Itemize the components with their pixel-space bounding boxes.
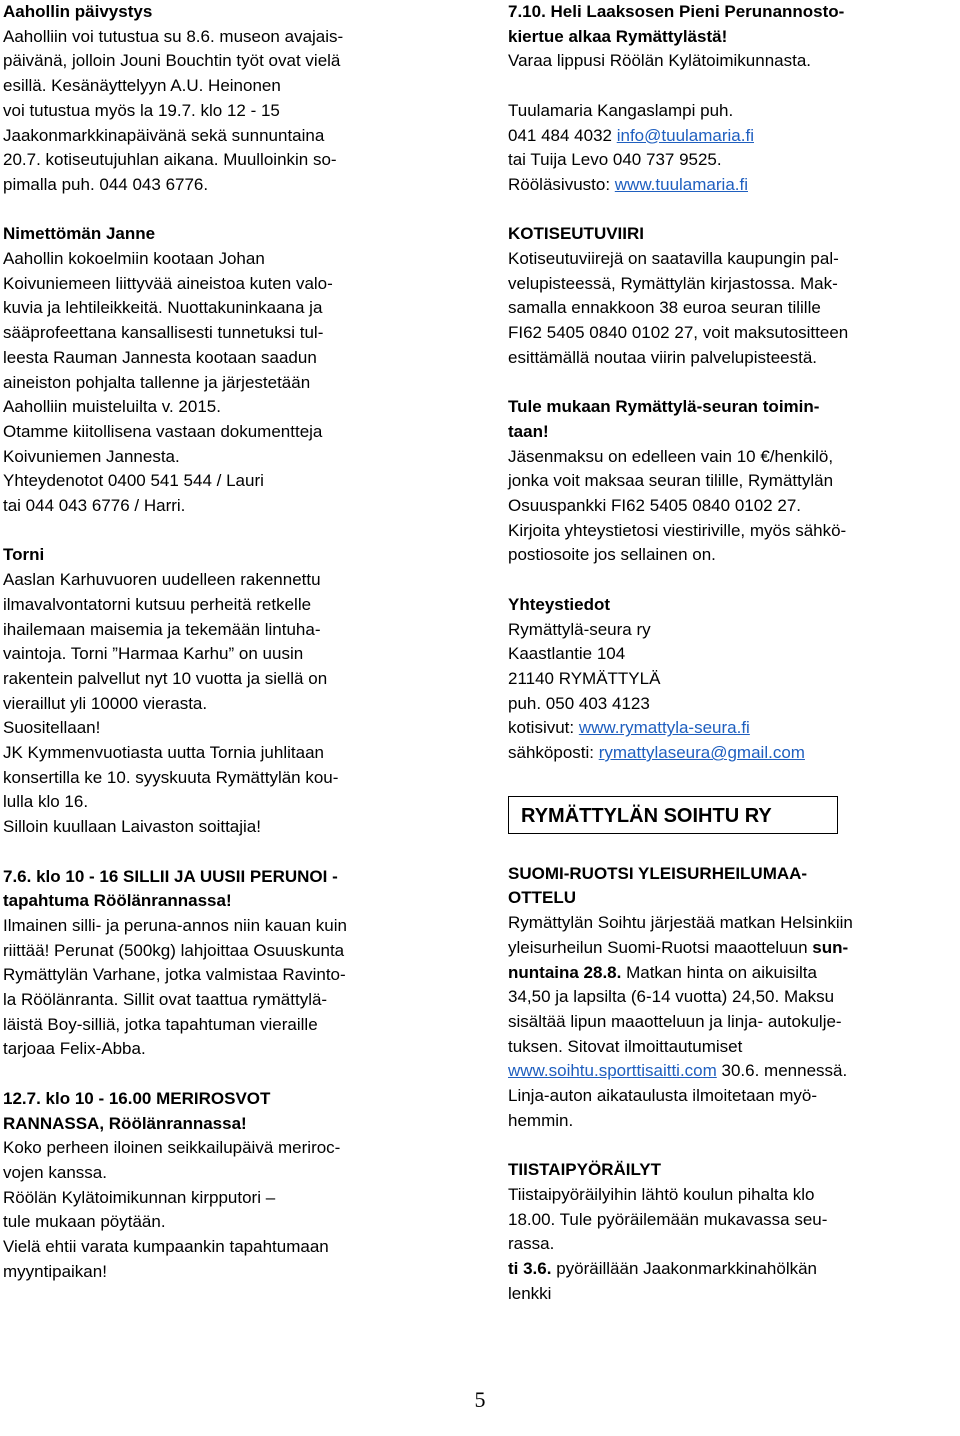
tiistaipyorailyt-text: pyöräillään Jaakonmarkkinahölkän	[551, 1258, 818, 1278]
silli-perunoi-line: tarjoaa Felix-Abba.	[3, 1039, 146, 1059]
tiistaipyorailyt-date-line	[508, 1257, 948, 1282]
page-number: 5	[474, 1387, 486, 1412]
yleisurheilu-text: yleisurheilun Suomi-Ruotsi maaotteluun	[508, 937, 813, 957]
kotiseutuviiri-line: esittämällä noutaa viirin palvelupisteestä.	[508, 347, 818, 367]
yhteystiedot-line: Rymättylä-seura ry	[508, 619, 651, 639]
email-label: sähköposti:	[508, 743, 599, 763]
merirosvot-line: vojen kanssa.	[3, 1162, 107, 1182]
tule-mukaan-line: Kirjoita yhteystietosi viestiriville, myös sähkö-	[508, 520, 847, 540]
silli-perunoi-line: riittää! Perunat (500kg) lahjoittaa Osuuskunta	[3, 940, 345, 960]
nimettoman-janne-line: Otamme kiitollisena vastaan dokumentteja	[3, 421, 323, 441]
contact-phone-line	[508, 124, 948, 149]
yleisurheilu-text: Matkan hinta on aikuisilta	[621, 962, 817, 982]
yleisurheilu-line: tuksen. Sitovat ilmoittautumiset	[508, 1036, 743, 1056]
yleisurheilu-title-2: OTTELU	[508, 888, 576, 908]
section-tiistaipyorailyt	[508, 1158, 948, 1306]
contact-phone: 041 484 4032	[508, 125, 617, 145]
section-kotiseutuviiri	[508, 222, 948, 370]
torni-line: Suositellaan!	[3, 718, 101, 738]
nimettoman-janne-line: leesta Rauman Jannesta kootaan saadun	[3, 347, 317, 367]
silli-perunoi-line: Ilmainen silli- ja peruna-annos niin kauan kuin	[3, 915, 347, 935]
torni-line: vaintoja. Torni ”Harmaa Karhu” on uusin	[3, 644, 304, 664]
nimettoman-janne-line: Koivuniemen Jannesta.	[3, 446, 180, 466]
section-yhteystiedot	[508, 593, 948, 766]
nimettoman-janne-title: Nimettömän Janne	[3, 224, 156, 244]
silli-perunoi-line: la Röölänranta. Sillit ovat taattua rymättylä-	[3, 990, 328, 1010]
tiistaipyorailyt-line: lenkki	[508, 1283, 552, 1303]
tiistaipyorailyt-title: TIISTAIPYÖRÄILYT	[508, 1160, 662, 1180]
yleisurheilu-line-2	[508, 936, 948, 961]
kotiseutuviiri-line: velupisteessä, Rymättylän kirjastossa. Mak-	[508, 273, 838, 293]
tule-mukaan-line: postiosoite jos sellainen on.	[508, 545, 716, 565]
nimettoman-janne-line: Yhteydenotot 0400 541 544 / Lauri	[3, 471, 264, 491]
torni-line: Silloin kuullaan Laivaston soittajia!	[3, 817, 261, 837]
nimettoman-janne-line: Koivuniemeen liittyvää aineistoa kuten valo-	[3, 273, 333, 293]
nimettoman-janne-line: tai 044 043 6776 / Harri.	[3, 496, 186, 516]
aahollin-paivystys-line: 20.7. kotiseutujuhlan aikana. Muulloinkin so-	[3, 150, 337, 170]
section-silli-perunoi	[3, 865, 443, 1063]
tule-mukaan-title-1: Tule mukaan Rymättylä-seuran toimin-	[508, 397, 820, 417]
merirosvot-line: Röölän Kylätoimikunnan kirpputori –	[3, 1187, 276, 1207]
torni-line: konsertilla ke 10. syyskuuta Rymättylän kou-	[3, 767, 339, 787]
email-link[interactable]: info@tuulamaria.fi	[616, 125, 754, 145]
torni-line: rakentein palvellut nyt 10 vuotta ja siellä on	[3, 668, 328, 688]
yleisurheilu-line-3	[508, 961, 948, 986]
yleisurheilu-line: Linja-auton aikataulusta ilmoitetaan myö-	[508, 1086, 818, 1106]
perunannosto-text: Varaa lippusi Röölän Kylätoimikunnasta.	[508, 51, 812, 71]
yhteystiedot-line: puh. 050 403 4123	[508, 693, 650, 713]
section-perunannosto	[508, 0, 948, 198]
right-column	[508, 0, 948, 1306]
torni-title: Torni	[3, 545, 45, 565]
site-link[interactable]: www.tuulamaria.fi	[614, 174, 748, 194]
aahollin-paivystys-line: päivänä, jolloin Jouni Bouchtin työt ovat vielä	[3, 51, 341, 71]
yleisurheilu-line: 34,50 ja lapsilta (6-14 vuotta) 24,50. Maksu	[508, 987, 835, 1007]
yleisurheilu-line: hemmin.	[508, 1110, 574, 1130]
aahollin-paivystys-line: voi tutustua myös la 19.7. klo 12 - 15	[3, 100, 280, 120]
signup-link[interactable]: www.soihtu.sporttisaitti.com	[508, 1061, 717, 1081]
torni-line: vieraillut yli 10000 vierasta.	[3, 693, 208, 713]
section-tule-mukaan	[508, 395, 948, 568]
section-merirosvot	[3, 1087, 443, 1285]
section-yleisurheilu	[508, 862, 948, 1134]
aahollin-paivystys-line: esillä. Kesänäyttelyyn A.U. Heinonen	[3, 76, 281, 96]
soihtu-header-box: RYMÄTTYLÄN SOIHTU RY	[508, 796, 838, 834]
perunannosto-title-2: kiertue alkaa Rymättylästä!	[508, 26, 728, 46]
merirosvot-title-2: RANNASSA, Röölänrannassa!	[3, 1113, 247, 1133]
tule-mukaan-line: Osuuspankki FI62 5405 0840 0102 27.	[508, 496, 801, 516]
merirosvot-line: Koko perheen iloinen seikkailupäivä merirос-	[3, 1138, 341, 1158]
kotiseutuviiri-line: samalla ennakkoon 38 euroa seuran tilille	[508, 298, 821, 318]
alt-contact: tai Tuija Levo 040 737 9525.	[508, 150, 722, 170]
silli-perunoi-title-1: 7.6. klo 10 - 16 SILLII JA UUSII PERUNOI -	[3, 866, 338, 886]
signup-deadline: 30.6. mennessä.	[716, 1061, 848, 1081]
yhteystiedot-title: Yhteystiedot	[508, 594, 611, 614]
nimettoman-janne-line: Aahollin kokoelmiin kootaan Johan	[3, 249, 265, 269]
contact-name: Tuulamaria Kangaslampi puh.	[508, 100, 734, 120]
tiistaipyorailyt-line: Tiistaipyöräilyihin lähtö koulun pihalta klo	[508, 1184, 815, 1204]
tule-mukaan-line: jonka voit maksaa seuran tilille, Rymättylän	[508, 471, 834, 491]
torni-line: ilmavalvontatorni kutsuu perheitä retkelle	[3, 594, 312, 614]
yleisurheilu-line: sisältää lipun maaotteluun ja linja- autokulje-	[508, 1011, 842, 1031]
torni-line: ihailemaan maisemia ja tekemään lintuha-	[3, 619, 321, 639]
nimettoman-janne-line: aineiston pohjalta tallenne ja järjestetään	[3, 372, 311, 392]
nimettoman-janne-line: sääprofeettana kansallisesti tunnetuksi tul-	[3, 323, 324, 343]
torni-line: lulla klo 16.	[3, 792, 89, 812]
tiistaipyorailyt-line: rassa.	[508, 1234, 555, 1254]
left-column	[3, 0, 443, 1285]
seura-email-link[interactable]: rymattylaseura@gmail.com	[598, 743, 805, 763]
perunannosto-title-1: 7.10. Heli Laaksosen Pieni Perunannosto-	[508, 2, 845, 21]
silli-perunoi-line: Rymättylän Varhane, jotka valmistaa Ravinto-	[3, 965, 346, 985]
yhteystiedot-line: 21140 RYMÄTTYLÄ	[508, 668, 661, 688]
section-torni	[3, 543, 443, 839]
nimettoman-janne-line: kuvia ja lehtileikkeitä. Nuottakuninkaana ja	[3, 298, 323, 318]
website-line	[508, 716, 948, 741]
website-link[interactable]: www.rymattyla-seura.fi	[578, 718, 750, 738]
section-aahollin-paivystys	[3, 0, 443, 198]
merirosvot-line: myyntipaikan!	[3, 1261, 107, 1281]
signup-line	[508, 1059, 948, 1084]
nimettoman-janne-line: Aaholliin muisteluilta v. 2015.	[3, 397, 221, 417]
section-nimettoman-janne	[3, 222, 443, 518]
yleisurheilu-date-part1: sun-	[812, 937, 849, 957]
yhteystiedot-line: Kaastlantie 104	[508, 644, 626, 664]
aahollin-paivystys-line: Jaakonmarkkinapäivänä sekä sunnuntaina	[3, 125, 325, 145]
website-label: kotisivut:	[508, 718, 579, 738]
kotiseutuviiri-line: Kotiseutuviirejä on saatavilla kaupungin pal-	[508, 249, 839, 268]
aahollin-paivystys-line: Aaholliin voi tutustua su 8.6. museon avajais-	[3, 26, 344, 46]
yleisurheilu-title-1: SUOMI-RUOTSI YLEISURHEILUMAA-	[508, 863, 808, 883]
tule-mukaan-title-2: taan!	[508, 421, 549, 441]
aahollin-paivystys-title: Aahollin päivystys	[3, 2, 153, 21]
torni-line: Aaslan Karhuvuoren uudelleen rakennettu	[3, 570, 321, 590]
merirosvot-line: tule mukaan pöytään.	[3, 1212, 166, 1232]
silli-perunoi-title-2: tapahtuma Röölänrannassa!	[3, 891, 232, 911]
yleisurheilu-date-part2: nuntaina 28.8.	[508, 962, 622, 982]
merirosvot-title-1: 12.7. klo 10 - 16.00 MERIROSVOT	[3, 1088, 271, 1108]
site-label: Rööläsivusto:	[508, 174, 615, 194]
aahollin-paivystys-line: pimalla puh. 044 043 6776.	[3, 174, 209, 194]
yleisurheilu-line: Rymättylän Soihtu järjestää matkan Helsinkiin	[508, 913, 853, 933]
torni-line: JK Kymmenvuotiasta uutta Tornia juhlitaan	[3, 743, 324, 763]
kotiseutuviiri-line: FI62 5405 0840 0102 27, voit maksutositteen	[508, 323, 849, 343]
site-line	[508, 173, 948, 198]
kotiseutuviiri-title: KOTISEUTUVIIRI	[508, 224, 645, 244]
email-line	[508, 741, 948, 766]
merirosvot-line: Vielä ehtii varata kumpaankin tapahtumaan	[3, 1237, 329, 1257]
tule-mukaan-line: Jäsenmaksu on edelleen vain 10 €/henkilö,	[508, 446, 834, 466]
silli-perunoi-line: läistä Boy-silliä, jotka tapahtuman vieraille	[3, 1014, 318, 1034]
tiistaipyorailyt-date: ti 3.6.	[508, 1258, 552, 1278]
tiistaipyorailyt-line: 18.00. Tule pyöräilemään mukavassa seu-	[508, 1209, 828, 1229]
